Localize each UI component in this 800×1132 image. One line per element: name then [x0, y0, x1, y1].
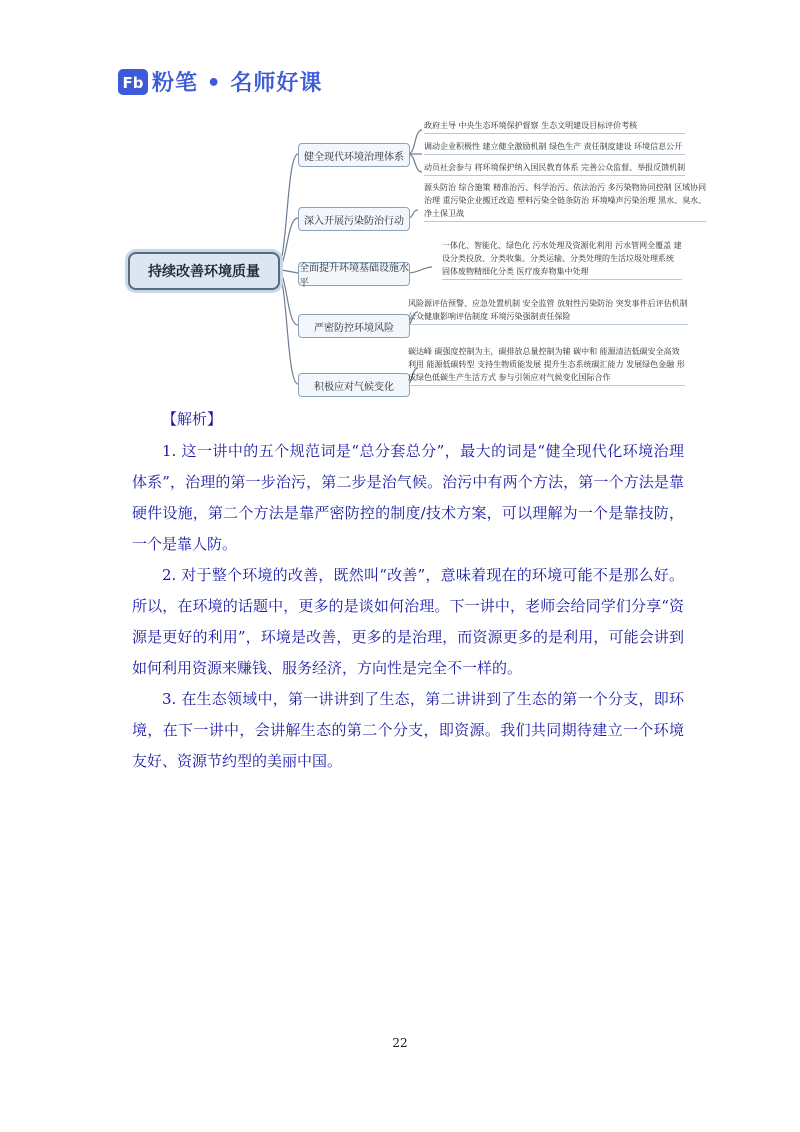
leaf-group-risk-control	[408, 298, 688, 325]
mind-map	[118, 112, 707, 402]
leaf-text: 利用 能源低碳转型 支持生物质能发展 提升生态系统碳汇能力 发展绿色金融 形	[408, 360, 685, 369]
branch-node-pollution-control: 深入开展污染防治行动	[298, 207, 410, 231]
leaf-text: 一体化、智能化、绿色化 污水处理及资源化利用 污水管网全覆盖 建	[442, 241, 682, 250]
leaf-text: 源头防治 综合施策 精准治污、科学治污、依法治污 多污染物协同控制 区域协同	[424, 183, 707, 192]
analysis-paragraph-1: 1. 这一讲中的五个规范词是“总分套总分”，最大的词是“健全现代化环境治理体系”，治理的第一步治污，第二步是治气候。治污中有两个方法，第一个方法是靠硬件设施，第二个方法是靠严密防控的制度/技术方案，可以理解为一个是靠技防，一个是靠人防。	[132, 442, 684, 553]
leaf-group-governance	[424, 120, 685, 176]
leaf-text: 成绿色低碳生产生活方式 参与引领应对气候变化国际合作	[408, 372, 685, 386]
branch-node-climate: 积极应对气候变化	[298, 373, 410, 397]
leaf-text: 碳达峰 碳强度控制为主，碳排放总量控制为辅 碳中和 能源清洁低碳安全高效	[408, 347, 680, 356]
leaf-text: 政府主导 中央生态环境保护督察 生态文明建设目标评价考核	[424, 120, 685, 134]
branch-node-governance: 健全现代环境治理体系	[298, 143, 410, 167]
analysis-paragraph-2: 2. 对于整个环境的改善，既然叫“改善”，意味着现在的环境可能不是那么好。所以，在环境的话题中，更多的是谈如何治理。下一讲中，老师会给同学们分享“资源是更好的利用”，环境是改善，更多的是治理，而资源更多的是利用，可能会讲到如何利用资源来赚钱、服务经济，方向性是完全不一样的。	[132, 566, 684, 677]
analysis-heading: 【解析】	[162, 410, 223, 428]
leaf-group-infrastructure	[442, 240, 682, 280]
brand-title: 粉笔 • 名师好课	[152, 71, 323, 96]
leaf-text: 风险源评估预警、应急处置机制 安全监管 放射性污染防治 突发事件后评估机制	[408, 299, 688, 308]
analysis-paragraph-3: 3. 在生态领域中，第一讲讲到了生态，第二讲讲到了生态的第一个分支，即环境，在下一讲中，会讲解生态的第二个分支，即资源。我们共同期待建立一个环境友好、资源节约型的美丽中国。	[132, 690, 684, 770]
leaf-text: 设分类投放、分类收集、分类运输、分类处理的生活垃圾处理系统	[442, 254, 674, 263]
branch-node-risk-control: 严密防控环境风险	[298, 314, 410, 338]
mind-map-root: 持续改善环境质量	[128, 252, 280, 290]
fenbi-logo-icon	[118, 69, 148, 95]
leaf-group-pollution-control	[424, 182, 706, 222]
leaf-group-climate	[408, 346, 685, 386]
leaf-text: 固体废物精细化分类 医疗废弃物集中处理	[442, 266, 682, 280]
branch-node-infrastructure: 全面提升环境基础设施水平	[299, 263, 409, 289]
logo-mark-text: Fb	[122, 73, 144, 92]
leaf-text: 治理 重污染企业搬迁改造 塑料污染全链条防治 环境噪声污染治理 黑水、臭水、	[424, 196, 707, 205]
brand-logo	[118, 66, 322, 97]
page-number: 22	[392, 1036, 408, 1050]
leaf-text: 调动企业积极性 建立健全激励机制 绿色生产 责任制度建设 环境信息公开	[424, 141, 685, 155]
leaf-text: 净土保卫战	[424, 208, 706, 222]
leaf-text: 公众健康影响评估制度 环境污染强制责任保险	[408, 311, 688, 325]
leaf-text: 动员社会参与 将环境保护纳入国民教育体系 完善公众监督、举报反馈机制	[424, 162, 685, 176]
